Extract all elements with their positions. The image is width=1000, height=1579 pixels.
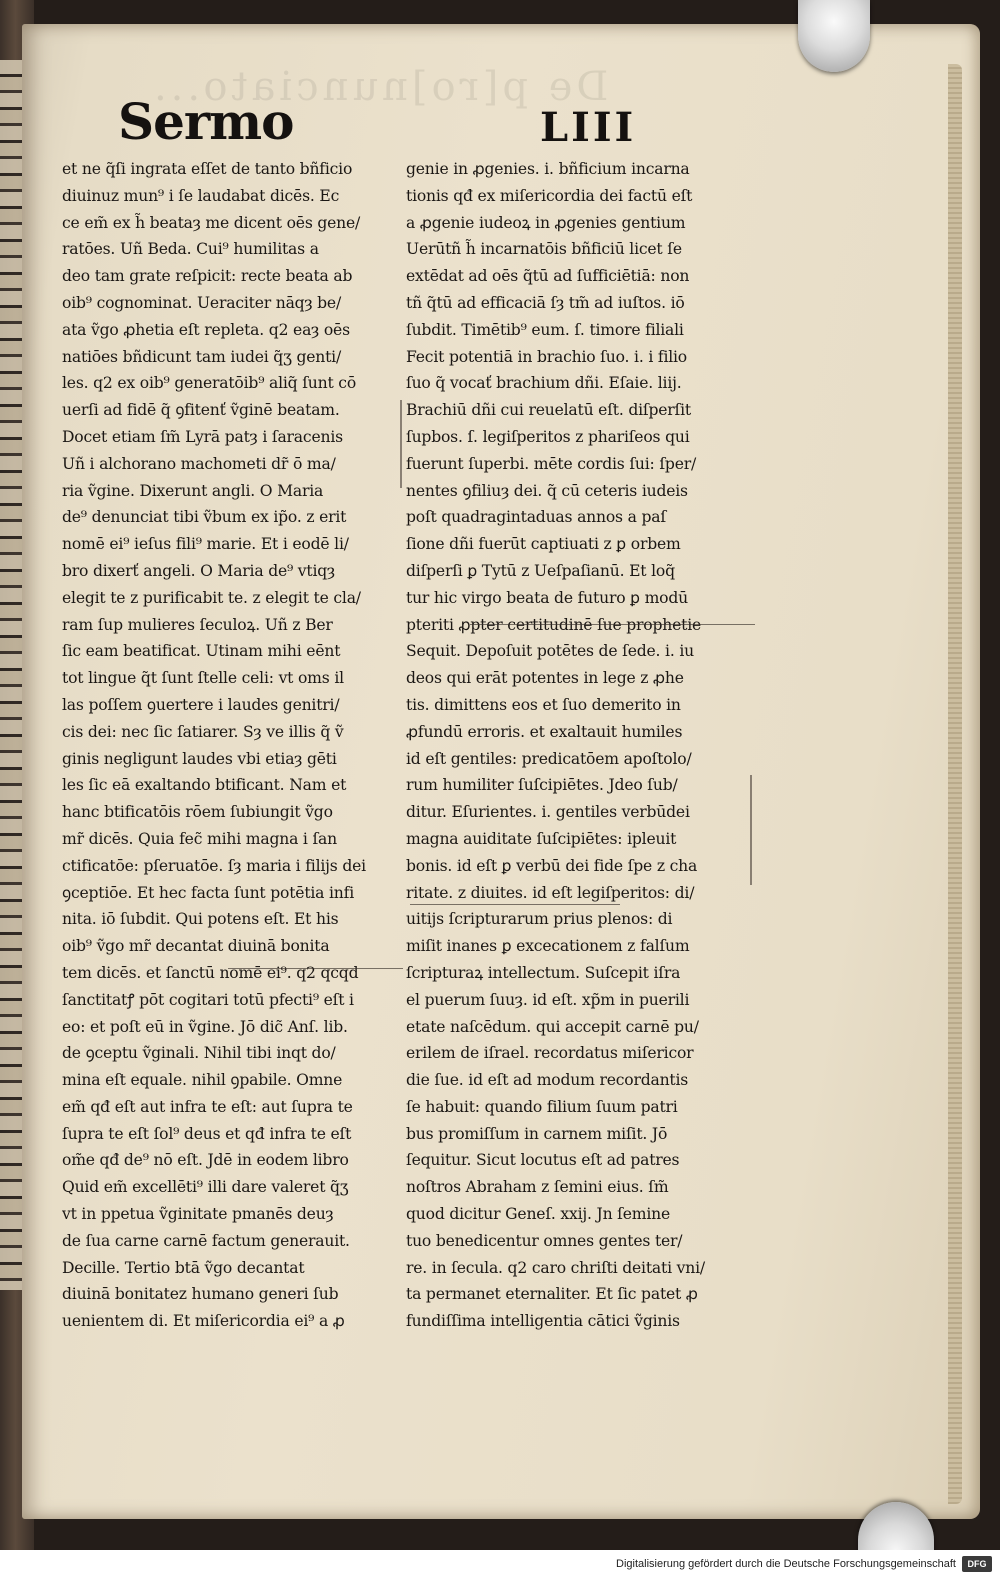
text-line: uenientem di. Et miſericordia ei⁹ a ꝓ <box>62 1312 345 1331</box>
text-line: genie in ꝓgenies. i. bñficium incarna <box>406 160 690 178</box>
footer-bar <box>0 1550 1000 1579</box>
text-line: ſubdit. Timētib⁹ eum. ſ. timore filiali <box>406 320 684 339</box>
text-line: nita. iō ſubdit. Qui potens eſt. Et his <box>62 910 339 929</box>
text-line: bro dixerť angeli. O Maria de⁹ vtiqȝ <box>62 561 335 580</box>
text-line: a ꝓgenie iudeoꝝ in ꝓgenies gentium <box>406 213 686 232</box>
text-line: Uerūtñ h̃ incarnatōis bñficiū licet ſe <box>406 240 682 259</box>
text-line: tur hic virgo beata de futuro ꝑ modū <box>406 588 688 607</box>
text-line: ta permanet eternaliter. Et ſic patet ꝓ <box>406 1285 698 1304</box>
text-line: deos qui erāt potentes in lege z ꝓhe <box>406 669 684 688</box>
text-line: ce em̃ ex h̃ beataȝ me dicent oēs gene/ <box>62 213 361 232</box>
text-line: diuinuz mun⁹ i ſe laudabat dicēs. Ec <box>62 186 340 205</box>
text-line: nentes ꝯfiliuȝ dei. q̃ cū ceteris iudeis <box>406 481 688 500</box>
text-line: ata ṽgo ꝓhetia eſt repleta. q2 eaȝ oēs <box>62 320 350 339</box>
text-line: tionis qđ ex miſericordia dei factū eſt <box>406 186 693 205</box>
text-line: natiōes bñdicunt tam iudei q̃ʒ genti/ <box>62 347 342 366</box>
text-line: ſione dñi fuerūt captiuati z ꝑ orbem <box>406 535 681 554</box>
text-line: ctificatōe: pſeruatōe. ſȝ maria i filijs dei <box>62 856 366 875</box>
text-line: Sequit. Depoſuit potētes de ſede. i. iu <box>406 642 694 661</box>
text-line: hanc btificatōis rōem ſubiungit ṽgo <box>62 803 333 822</box>
text-line: ginis negligunt laudes vbi etiaȝ gēti <box>62 749 337 768</box>
text-line: ſuo q̃ vocať brachium dñi. Eſaie. liij. <box>406 374 682 393</box>
text-line: uitijs ſcripturarum prius plenos: di <box>406 910 673 929</box>
text-line: miſit inanes ꝑ excecationem z falſum <box>406 937 690 956</box>
text-line: Fecit potentiā in brachio ſuo. i. i filio <box>406 347 687 366</box>
text-line: las poſſem ꝯuertere i laudes genitri/ <box>62 695 340 714</box>
text-line: de ꝯceptu ṽginali. Nihil tibi inqt do/ <box>62 1044 336 1063</box>
text-line: om̃e qđ de⁹ nō eſt. Jdē in eodem libro <box>62 1151 349 1170</box>
text-line: extēdat ad oēs q̃tū ad ſufficiētiā: non <box>406 267 690 286</box>
text-line: Decille. Tertio btā ṽgo decantat <box>62 1258 305 1277</box>
margin-bracket-2 <box>750 775 752 885</box>
text-line: ſcripturaꝝ intellectum. Suſcepit iſra <box>406 963 681 982</box>
text-line: Docet etiam ſm̃ Lyrā patȝ i ſaracenis <box>62 427 343 446</box>
text-line: ꝯceptiōe. Et hec facta ſunt potētia infi <box>62 883 355 902</box>
folio-number: LIII <box>540 104 637 151</box>
text-line: mr̃ dicēs. Quia fec̃ mihi magna i ſan <box>62 829 337 848</box>
text-line: les. q2 ex oib⁹ generatōib⁹ aliq̃ ſunt cō <box>62 374 357 393</box>
text-line: ſequitur. Sicut locutus eſt ad patres <box>406 1151 680 1170</box>
text-line: uerſi ad fidē q̃ ꝯfitenť ṽginē beatam. <box>62 401 340 420</box>
text-line: eo: et poſt eū in ṽgine. Jō dic̃ Anſ. lib. <box>62 1017 348 1036</box>
page-fore-edge <box>948 64 962 1504</box>
text-line: oib⁹ cognominat. Ueraciter nāqȝ be/ <box>62 293 342 312</box>
text-line: tot lingue q̃t ſunt ſtelle celi: vt oms il <box>62 669 344 688</box>
text-line: tem dicēs. et ſanctū nomē ei⁹. q2 qcqd <box>62 963 359 982</box>
text-line: elegit te z purificabit te. z elegit te cla/ <box>62 588 361 607</box>
text-line: ꝓfundū erroris. et exaltauit humiles <box>406 722 683 741</box>
text-line: oib⁹ ṽgo mr̃ decantat diuinā bonita <box>62 937 330 956</box>
text-line: fuerunt ſuperbi. mēte cordis ſui: ſper/ <box>406 454 697 473</box>
text-line: diſperſi ꝑ Tytū z Ueſpaſianū. Et loq̃ <box>406 561 675 580</box>
text-line: re. in ſecula. q2 caro chriſti deitati vni/ <box>406 1258 705 1277</box>
underline-deposuit <box>470 624 755 625</box>
text-line: ſe habuit: quando filium ſuum patri <box>406 1097 678 1116</box>
text-line: ritate. z diuites. id eſt legiſperitos: di/ <box>406 883 695 902</box>
bleed-through-heading: De p[ro]nunciato... <box>150 64 609 110</box>
text-line: et ne q̃ſi ingrata eſſet de tanto bñficio <box>62 160 353 178</box>
text-column-right <box>406 156 754 1335</box>
text-line: ria ṽgine. Dixerunt angli. O Maria <box>62 481 324 500</box>
text-line: mina eſt equale. nihil ꝯpabile. Omne <box>62 1071 343 1090</box>
text-line: fundiſſima intelligentia cātici ṽginis <box>406 1312 680 1331</box>
text-line: tuo benedicentur omnes gentes ter/ <box>406 1231 683 1250</box>
text-line: vt in ppetua ṽginitate pmanēs deuȝ <box>62 1205 334 1224</box>
text-line: bonis. id eſt ꝑ verbū dei fide ſpe z cha <box>406 856 698 875</box>
text-column-left <box>62 156 400 1335</box>
text-line: deo tam grate reſpicit: recte beata ab <box>62 267 353 286</box>
previous-page-edge <box>0 60 22 1290</box>
paper-weight-top <box>798 0 870 72</box>
text-line: nomē ei⁹ ieſus fili⁹ marie. Et i eodē li/ <box>62 535 349 554</box>
text-line: el puerum ſuuȝ. id eſt. xp̃m in puerili <box>406 990 690 1009</box>
text-line: de ſua carne carnē factum generauit. <box>62 1231 350 1250</box>
text-line: etate naſcēdum. qui accepit carnē pu/ <box>406 1017 699 1036</box>
running-head-sermo: Sermo <box>118 92 294 151</box>
text-line: Brachiū dñi cui reuelatū eſt. diſperſit <box>406 401 691 420</box>
text-line: les ſic eā exaltando btificant. Nam et <box>62 776 347 795</box>
text-line: em̃ qđ eſt aut infra te eſt: aut ſupra te <box>62 1097 353 1116</box>
text-line: ſupra te eſt ſol⁹ deus et qđ infra te eſt <box>62 1124 352 1143</box>
text-line: ditur. Eſurientes. i. gentiles verbūdei <box>406 803 690 822</box>
text-line: Uñ i alchorano machometi dr̃ ō ma/ <box>62 454 336 473</box>
text-line: id eſt gentiles: predicatōem apoſtolo/ <box>406 749 692 768</box>
text-line: ſic eam beatificat. Utinam mihi eēnt <box>62 642 341 661</box>
text-line: die ſue. id eſt ad modum recordantis <box>406 1071 689 1090</box>
text-line: de⁹ denunciat tibi ṽbum ex ip̃o. z erit <box>62 508 347 527</box>
text-line: tñ q̃tū ad efficaciā ſȝ tm̃ ad iuſtos. iō <box>406 293 685 312</box>
text-line: cis dei: nec ſic ſatiarer. Sȝ ve illis q̃ ṽ <box>62 722 344 741</box>
text-line: ſupbos. ſ. legiſperitos z phariſeos qui <box>406 427 690 446</box>
text-line: quod dicitur Geneſ. xxij. Jn ſemine <box>406 1205 671 1224</box>
margin-bracket-1 <box>400 400 402 488</box>
funding-credit: Digitalisierung gefördert durch die Deutsche Forschungsgemeinschaft <box>616 1558 956 1570</box>
text-line: diuinā bonitatez humano generi ſub <box>62 1285 339 1304</box>
text-line: ratōes. Uñ Beda. Cui⁹ humilitas a <box>62 240 319 259</box>
text-line: pteriti ꝓpter certitudinē ſue prophetie <box>406 615 702 634</box>
dfg-badge: DFG <box>962 1556 992 1572</box>
text-line: bus promiſſum in carnem miſit. Jō <box>406 1124 668 1143</box>
text-line: rum humiliter ſuſcipiētes. Jdeo ſub/ <box>406 776 678 795</box>
text-line: ſanctitatꝭ pōt cogitari totū pfecti⁹ eſt i <box>62 990 354 1009</box>
text-line: Quid em̃ excellēti⁹ illi dare valeret q̃ʒ <box>62 1178 349 1197</box>
text-line: noſtros Abraham z ſemini eius. ſm̃ <box>406 1178 669 1197</box>
text-line: magna auiditate ſuſcipiētes: ipleuit <box>406 829 677 848</box>
text-line: erilem de iſrael. recordatus miſericor <box>406 1044 694 1063</box>
text-line: poſt quadragintaduas annos a paſ <box>406 508 666 527</box>
underline-nihil <box>228 968 403 969</box>
underline-scripturarum <box>410 904 620 905</box>
text-line: tis. dimittens eos et ſuo demerito in <box>406 695 681 714</box>
text-line: ram ſup mulieres ſeculoꝝ. Uñ z Ber <box>62 615 333 634</box>
